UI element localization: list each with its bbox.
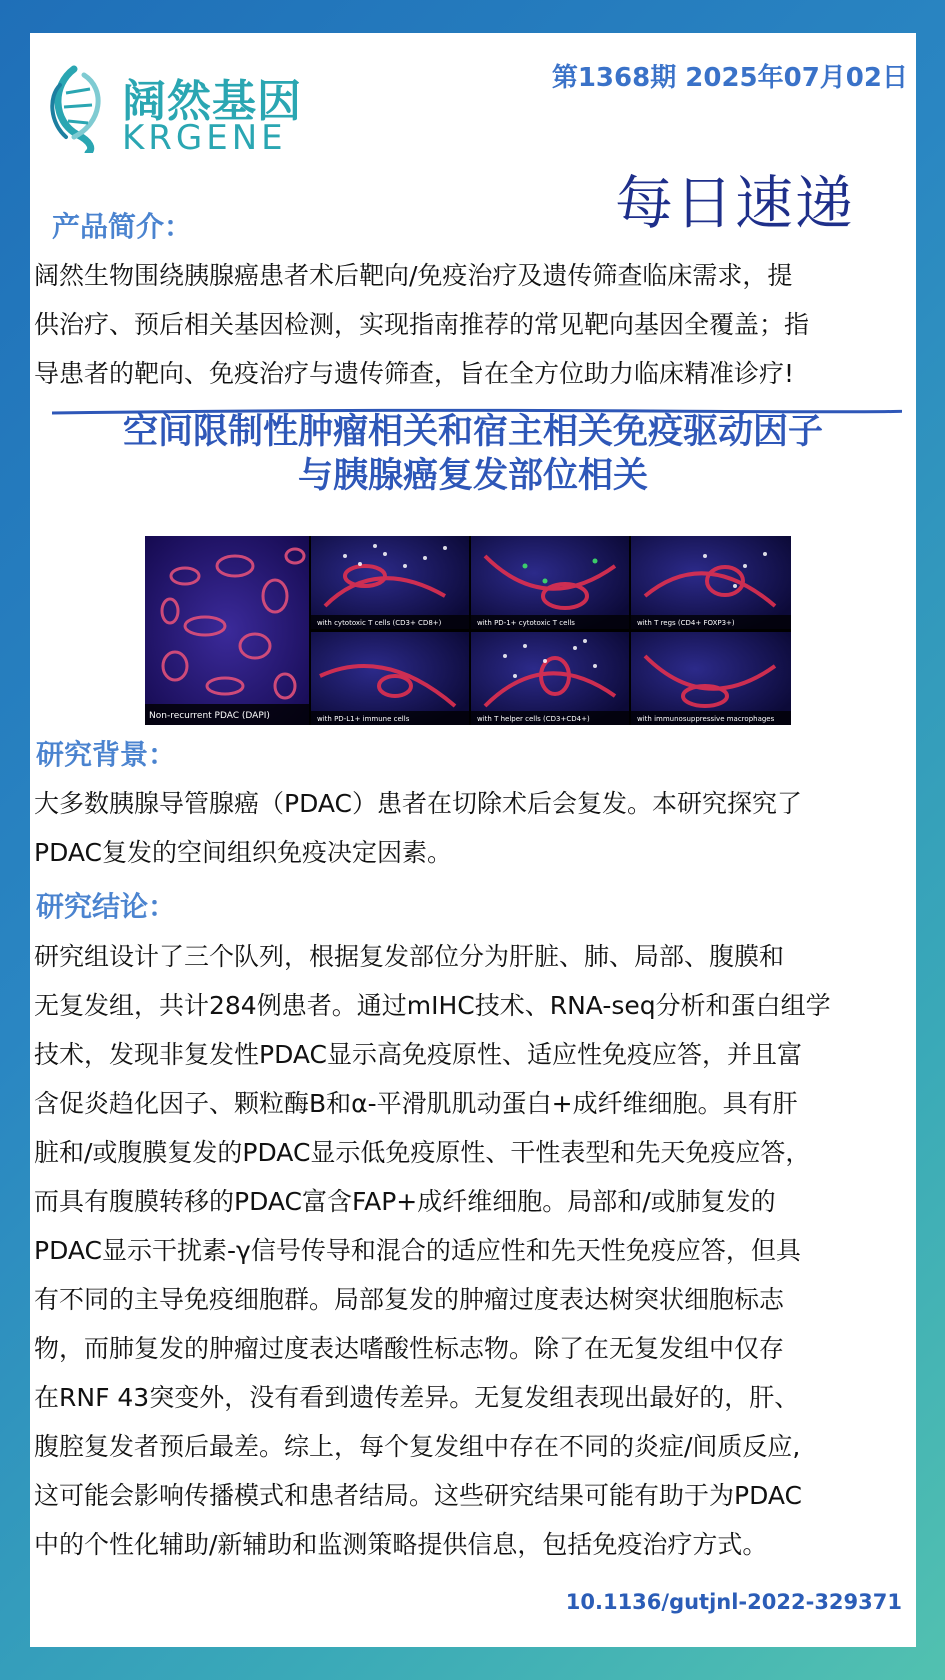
figure-panel-label: with PD-1+ cytotoxic T cells: [477, 619, 575, 627]
product-line: 导患者的靶向、免疫治疗与遗传筛查，旨在全方位助力临床精准诊疗!: [34, 359, 795, 388]
conclusion-line: 这可能会影响传播模式和患者结局。这些研究结果可能有助于为PDAC: [34, 1481, 803, 1510]
dna-logo-icon: [44, 63, 114, 153]
background-line: 大多数胰腺导管腺癌（PDAC）患者在切除术后会复发。本研究探究了: [34, 789, 803, 818]
conclusion-line: 腹腔复发者预后最差。综上，每个复发组中存在不同的炎症/间质反应,: [34, 1432, 801, 1461]
krgene-logo: [44, 63, 304, 158]
immunofluorescence-figure: [145, 536, 791, 725]
figure-panel-label: with immunosuppressive macrophages: [637, 715, 775, 723]
issue-date: 第1368期 2025年07月02日: [551, 63, 908, 93]
conclusion-line: PDAC显示干扰素-γ信号传导和混合的适应性和先天性免疫应答，但具: [34, 1236, 801, 1265]
background-text: [34, 779, 910, 877]
product-intro: [34, 251, 910, 398]
figure-small-panels: [311, 536, 791, 725]
figure-panel-label: with cytotoxic T cells (CD3+ CD8+): [317, 619, 442, 627]
figure-panel-label: with T regs (CD4+ FOXP3+): [637, 619, 735, 627]
product-line: 供治疗、预后相关基因检测，实现指南推荐的常见靶向基因全覆盖；指: [34, 310, 810, 339]
conclusion-line: 中的个性化辅助/新辅助和监测策略提供信息，包括免疫治疗方式。: [34, 1530, 768, 1559]
conclusion-line: 技术，发现非复发性PDAC显示高免疫原性、适应性免疫应答，并且富: [34, 1040, 803, 1069]
figure-panel-label: with PD-L1+ immune cells: [317, 715, 410, 723]
conclusion-line: 在RNF 43突变外，没有看到遗传差异。无复发组表现出最好的，肝、: [34, 1383, 800, 1412]
logo-english-name: KRGENE: [122, 118, 287, 158]
figure-panels: [145, 536, 791, 725]
conclusion-heading: 研究结论：: [36, 890, 177, 923]
background-line: PDAC复发的空间组织免疫决定因素。: [34, 838, 453, 867]
conclusion-line: 研究组设计了三个队列，根据复发部位分为肝脏、肺、局部、腹膜和: [34, 942, 785, 971]
conclusion-line: 物，而肺复发的肿瘤过度表达嗜酸性标志物。除了在无复发组中仅存: [34, 1334, 785, 1363]
figure-main-label: Non-recurrent PDAC (DAPI): [149, 711, 270, 721]
article-title-line2: 与胰腺癌复发部位相关: [297, 456, 648, 496]
conclusion-line: 无复发组，共计284例患者。通过mIHC技术、RNA-seq分析和蛋白组学: [34, 991, 831, 1020]
conclusion-line: 而具有腹膜转移的PDAC富含FAP+成纤维细胞。局部和/或肺复发的: [34, 1187, 776, 1216]
daily-title: 每日速递: [615, 169, 856, 237]
page-panel: [30, 33, 916, 1647]
doi-reference[interactable]: 10.1136/gutjnl-2022-329371: [565, 1590, 902, 1614]
conclusion-line: 有不同的主导免疫细胞群。局部复发的肿瘤过度表达树突状细胞标志: [34, 1285, 785, 1314]
conclusion-line: 脏和/或腹膜复发的PDAC显示低免疫原性、干性表型和先天免疫应答，: [34, 1138, 811, 1167]
conclusion-line: 含促炎趋化因子、颗粒酶B和α-平滑肌肌动蛋白+成纤维细胞。具有肝: [34, 1089, 798, 1118]
logo-chinese-name: 阔然基因: [122, 76, 302, 127]
product-heading: 产品简介：: [52, 210, 193, 243]
product-line: 阔然生物围绕胰腺癌患者术后靶向/免疫治疗及遗传筛查临床需求，提: [34, 261, 793, 290]
article-title-line1: 空间限制性肿瘤相关和宿主相关免疫驱动因子: [122, 412, 823, 452]
background-heading: 研究背景：: [36, 738, 177, 771]
conclusion-text: [34, 932, 910, 1569]
figure-panel-label: with T helper cells (CD3+CD4+): [477, 715, 590, 723]
